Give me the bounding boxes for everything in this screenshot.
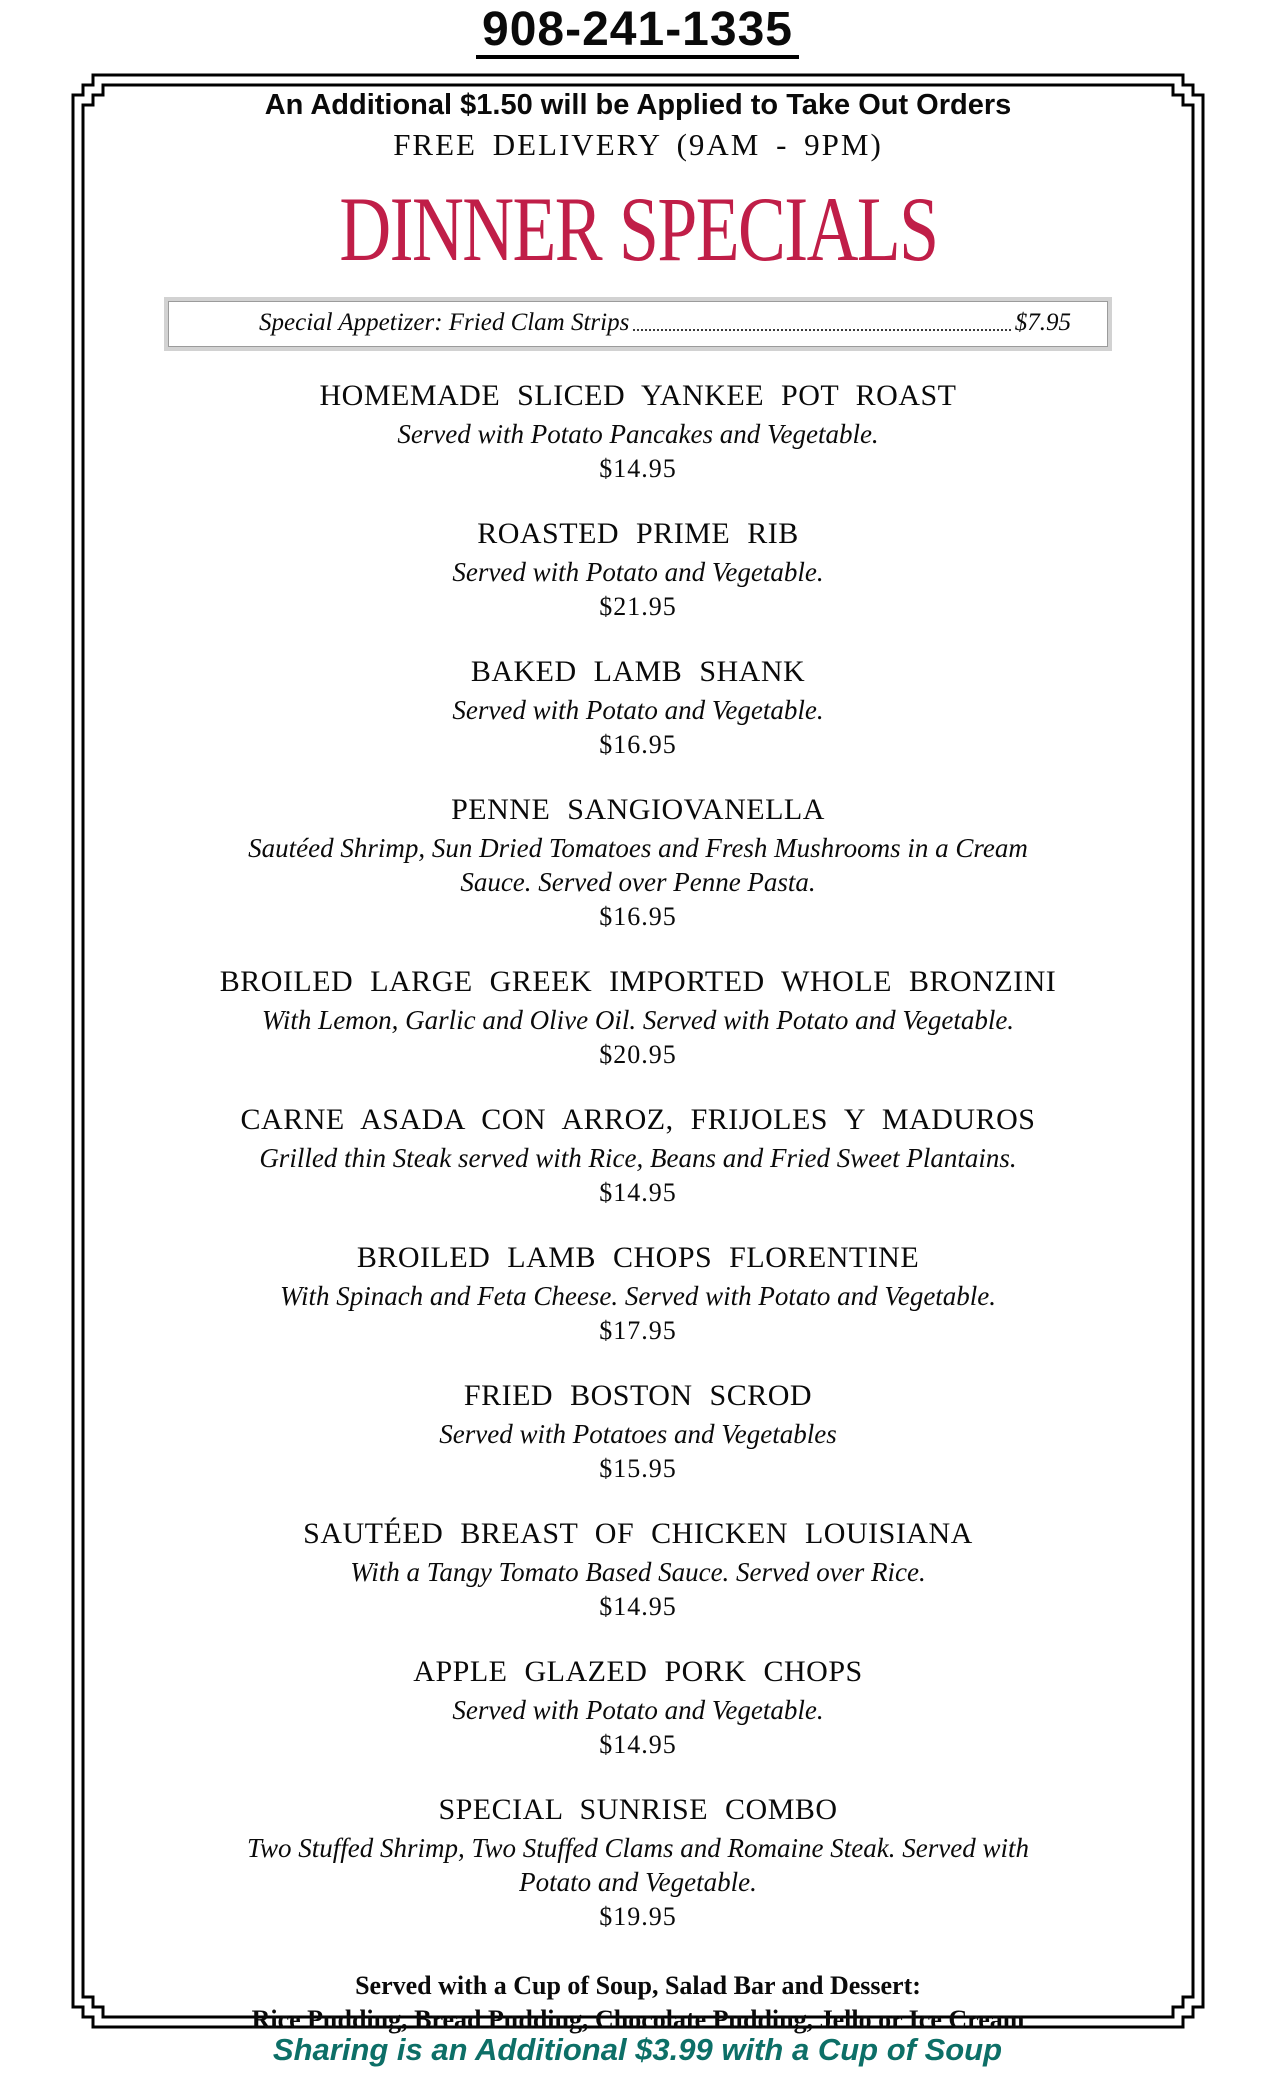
menu-item — [133, 1239, 1143, 1347]
item-price: $19.95 — [599, 1902, 677, 1931]
menu-item — [133, 653, 1143, 761]
item-price: $14.95 — [599, 454, 677, 483]
item-description: Sautéed Shrimp, Sun Dried Tomatoes and Fresh Mushrooms in a Cream Sauce. Served over Penne Pasta. — [248, 833, 1028, 897]
menu-item — [133, 515, 1143, 623]
item-name: CARNE ASADA CON ARROZ, FRIJOLES Y MADUROS — [240, 1103, 1036, 1136]
included-sides-note — [252, 1969, 1025, 2037]
menu-page — [73, 75, 1203, 2034]
takeout-notice: An Additional $1.50 will be Applied to Take Out Orders — [264, 89, 1012, 121]
dotted-leader — [633, 329, 1010, 331]
menu-item — [133, 1377, 1143, 1485]
included-sides-line2: Rice Pudding, Bread Pudding, Chocolate Pudding, Jello or Ice Cream — [251, 2005, 1025, 2034]
menu-item — [133, 1791, 1143, 1933]
phone-number-text: 908-241-1335 — [476, 5, 799, 59]
menu-item — [133, 963, 1143, 1071]
menu-title — [255, 178, 1022, 281]
item-description: With a Tangy Tomato Based Sauce. Served over Rice. — [350, 1557, 926, 1587]
included-sides-line1: Served with a Cup of Soup, Salad Bar and Dessert: — [355, 1971, 921, 2000]
item-description: Served with Potato Pancakes and Vegetable. — [397, 419, 879, 449]
item-price: $20.95 — [599, 1040, 677, 1069]
item-price: $14.95 — [599, 1730, 677, 1759]
menu-title-text: DINNER SPECIALS — [338, 178, 938, 280]
menu-items — [133, 377, 1143, 1963]
item-price: $16.95 — [599, 902, 677, 931]
sharing-notice: Sharing is an Additional $3.99 with a Cup of Soup — [272, 2032, 1003, 2067]
menu-item — [133, 1515, 1143, 1623]
menu-item — [133, 377, 1143, 485]
item-name: SAUTÉED BREAST OF CHICKEN LOUISIANA — [303, 1517, 973, 1550]
phone-number — [0, 2, 1275, 59]
item-name: BROILED LARGE GREEK IMPORTED WHOLE BRONZINI — [219, 965, 1057, 998]
delivery-notice: FREE DELIVERY (9AM - 9PM) — [393, 127, 883, 162]
item-price: $16.95 — [599, 730, 677, 759]
item-price: $14.95 — [599, 1592, 677, 1621]
item-description: Grilled thin Steak served with Rice, Beans and Fried Sweet Plantains. — [259, 1143, 1017, 1173]
item-description: Served with Potatoes and Vegetables — [439, 1419, 837, 1449]
item-name: APPLE GLAZED PORK CHOPS — [413, 1655, 863, 1688]
item-price: $17.95 — [599, 1316, 677, 1345]
item-price: $21.95 — [599, 592, 677, 621]
item-description: Served with Potato and Vegetable. — [452, 557, 824, 587]
menu-item — [133, 1101, 1143, 1209]
item-name: BROILED LAMB CHOPS FLORENTINE — [356, 1241, 920, 1274]
item-name: HOMEMADE SLICED YANKEE POT ROAST — [319, 379, 957, 412]
item-price: $14.95 — [599, 1178, 677, 1207]
item-description: With Spinach and Feta Cheese. Served with Potato and Vegetable. — [279, 1281, 997, 1311]
appetizer-price: $7.95 — [1014, 309, 1071, 336]
item-description: With Lemon, Garlic and Olive Oil. Served with Potato and Vegetable. — [261, 1005, 1015, 1035]
item-name: SPECIAL SUNRISE COMBO — [438, 1793, 838, 1826]
item-name: FRIED BOSTON SCROD — [463, 1379, 813, 1412]
item-price: $15.95 — [599, 1454, 677, 1483]
item-name: ROASTED PRIME RIB — [477, 517, 799, 550]
item-name: BAKED LAMB SHANK — [470, 655, 806, 688]
special-appetizer-box — [168, 301, 1108, 347]
item-name: PENNE SANGIOVANELLA — [451, 793, 825, 826]
item-description: Two Stuffed Shrimp, Two Stuffed Clams and Romaine Steak. Served with Potato and Vegetable. — [247, 1833, 1029, 1897]
menu-item — [133, 791, 1143, 933]
appetizer-label: Special Appetizer: Fried Clam Strips — [259, 309, 630, 336]
item-description: Served with Potato and Vegetable. — [452, 1695, 824, 1725]
item-description: Served with Potato and Vegetable. — [452, 695, 824, 725]
menu-item — [133, 1653, 1143, 1761]
